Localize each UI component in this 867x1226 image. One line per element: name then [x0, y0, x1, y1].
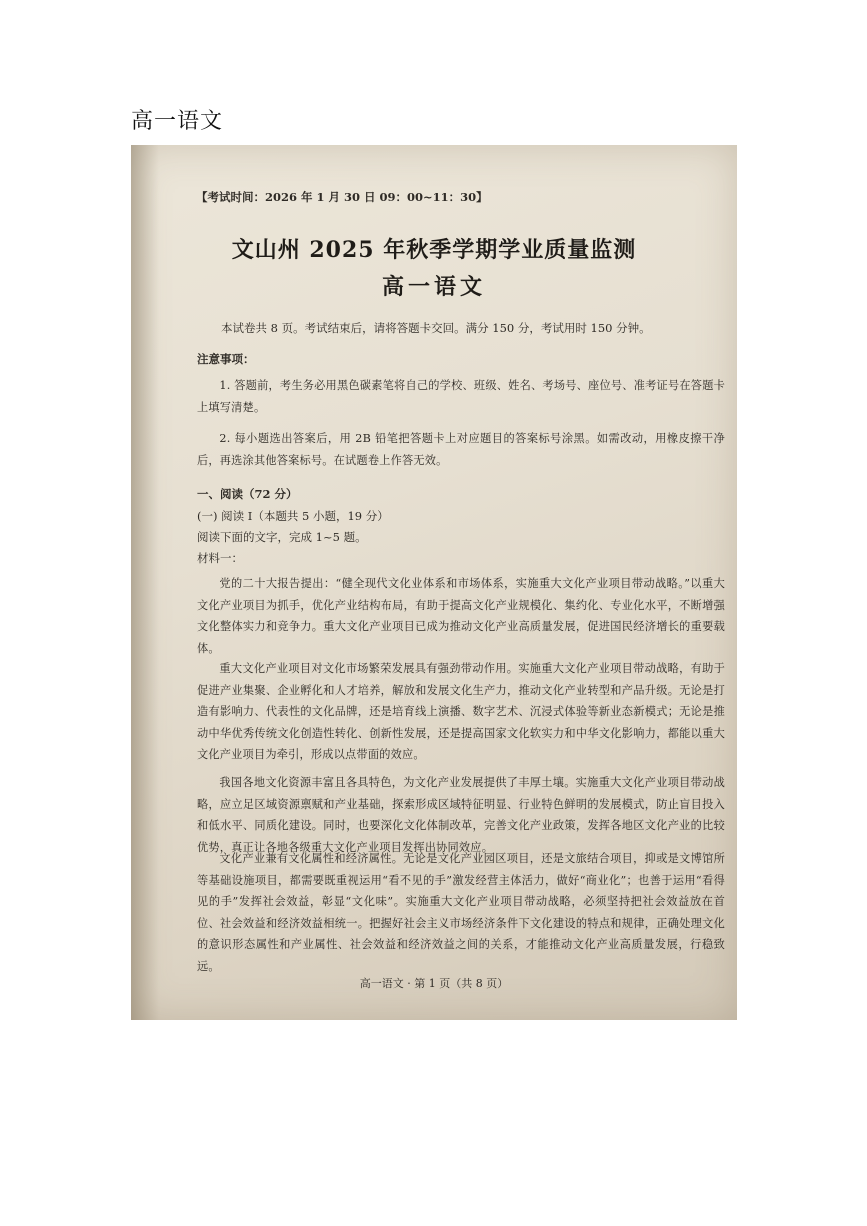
paragraph-4: 文化产业兼有文化属性和经济属性。无论是文化产业园区项目，还是文旅结合项目，抑或是文博馆所等基础设施项目，都需要既重视运用“看不见的手”激发经营主体活力，做好“商业化”；也善于运用“看得见的手”发挥社会效益，彰显“文化味”。实施重大文化产业项目带动战略，必须坚持把社会效益放在首位、社会效益和经济效益相统一。把握好社会主义市场经济条件下文化建设的特点和规律，正确处理文化的意识形态属性和产业属性、社会效益和经济效益之间的关系，才能推动文化产业高质量发展，行稳致远。	[197, 852, 725, 973]
exam-intro: 本试卷共 8 页。考试结束后，请将答题卡交回。满分 150 分，考试用时 150 分钟。	[221, 321, 651, 335]
notes-item-2: 2. 每小题选出答案后，用 2B 铅笔把答题卡上对应题目的答案标号涂黑。如需改动，用橡皮擦干净后，再选涂其他答案标号。在试题卷上作答无效。	[197, 432, 725, 467]
page-footer: 高一语文 · 第 1 页（共 8 页）	[359, 977, 509, 990]
exam-paper-photo	[131, 145, 737, 1020]
notes-heading: 注意事项：	[197, 352, 255, 366]
notes-item-1: 1. 答题前，考生务必用黑色碳素笔将自己的学校、班级、姓名、考场号、座位号、准考证号在答题卡上填写清楚。	[197, 379, 725, 414]
exam-time: 【考试时间：2026 年 1 月 30 日 09：00~11：30】	[196, 190, 488, 204]
exam-subject-title: 高一语文	[381, 274, 486, 300]
subsection-heading: (一) 阅读 I（本题共 5 小题，19 分）	[197, 509, 389, 523]
page-heading: 高一语文	[131, 109, 224, 134]
reading-instruction: 阅读下面的文字，完成 1~5 题。	[197, 530, 367, 544]
paragraph-1: 党的二十大报告提出：“健全现代文化业体系和市场体系，实施重大文化产业项目带动战略。”以重大文化产业项目为抓手，优化产业结构布局，有助于提高文化产业规模化、集约化、专业化水平，不断增强文化整体实力和竞争力。重大文化产业项目已成为推动文化产业高质量发展，促进国民经济增长的重要载体。	[197, 577, 725, 655]
material-label: 材料一：	[197, 551, 243, 565]
paragraph-3: 我国各地文化资源丰富且各具特色，为文化产业发展提供了丰厚土壤。实施重大文化产业项目带动战略，应立足区域资源禀赋和产业基础，探索形成区域特征明显、行业特色鲜明的发展模式，防止盲目投入和低水平、同质化建设。同时，也要深化文化体制改革，完善文化产业政策，发挥各地区文化产业的比较优势，真正让各地各级重大文化产业项目发挥出协同效应。	[197, 776, 725, 854]
exam-sheet	[131, 145, 737, 1020]
section-heading: 一、阅读（72 分）	[197, 487, 298, 501]
paragraph-2: 重大文化产业项目对文化市场繁荣发展具有强劲带动作用。实施重大文化产业项目带动战略，有助于促进产业集聚、企业孵化和人才培养，解放和发展文化生产力，推动文化产业转型和产品升级。无论是打造有影响力、代表性的文化品牌，还是培育线上演播、数字艺术、沉浸式体验等新业态新模式；无论是推动中华优秀传统文化创造性转化、创新性发展，还是提高国家文化软实力和中华文化影响力，都能以重大文化产业项目为牵引，形成以点带面的效应。	[197, 662, 725, 761]
exam-title: 文山州 2025 年秋季学期学业质量监测	[231, 237, 637, 263]
